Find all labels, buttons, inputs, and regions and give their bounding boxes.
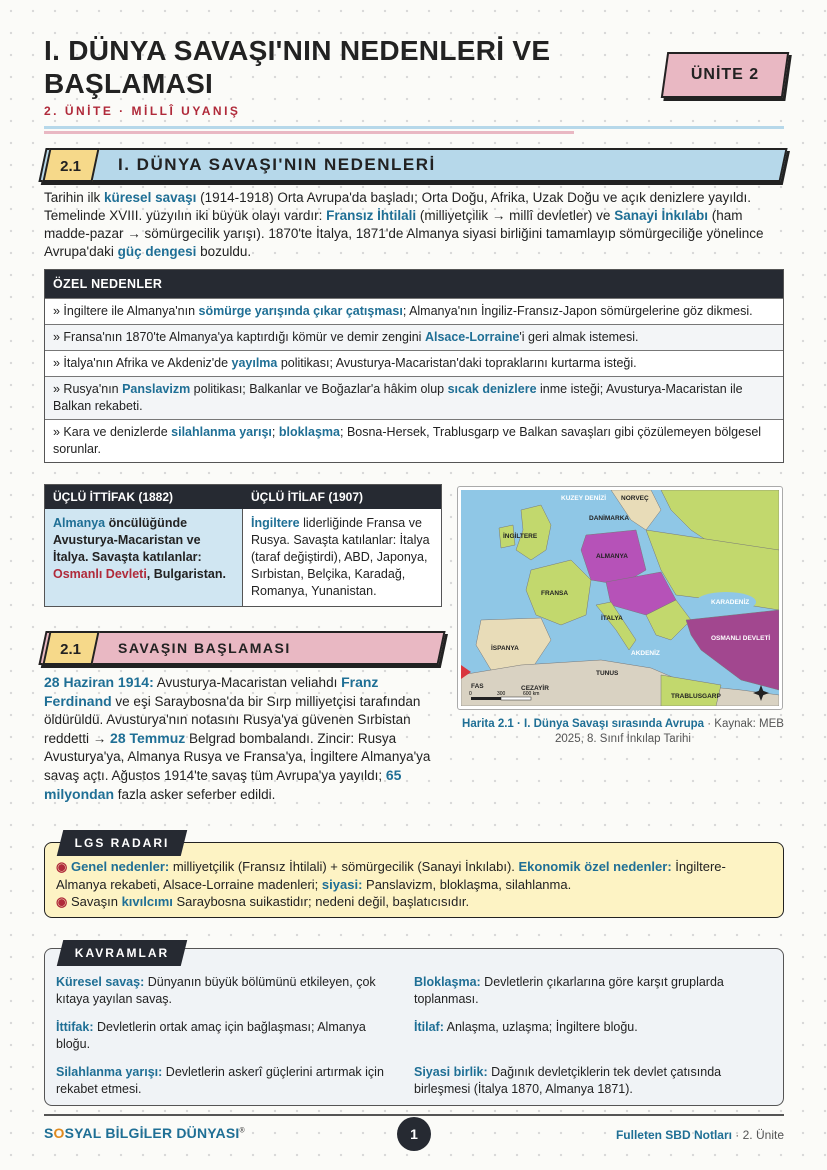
lgs-line	[56, 893, 776, 911]
concept-item	[56, 1064, 396, 1097]
map-label: KARADENİZ	[711, 599, 750, 606]
header-rule-pink	[44, 131, 574, 134]
text-run: » Fransa'nın 1870'te Almanya'ya kaptırdığı kömür ve demir zengini	[53, 330, 425, 344]
highlight-term: 28 Haziran 1914:	[44, 674, 154, 690]
highlight-term-red: ◉	[56, 894, 71, 909]
alliances-table	[44, 484, 442, 607]
concept-term: İtilaf:	[414, 1020, 444, 1034]
special-reasons-table	[44, 269, 784, 463]
section-number-badge	[42, 631, 99, 665]
highlight-term: bloklaşma	[278, 425, 340, 439]
highlight-term: siyasi:	[321, 876, 363, 892]
concept-item	[414, 974, 754, 1007]
highlight-term: Panslavizm	[122, 382, 191, 396]
page-number: 1	[397, 1117, 431, 1151]
section-title: I. DÜNYA SAVAŞI'NIN NEDENLERİ	[118, 155, 436, 174]
highlight-term: Almanya	[53, 516, 106, 530]
section-number-badge	[42, 148, 99, 182]
header-rule-blue	[44, 126, 784, 129]
text-run: , Bulgaristan.	[146, 567, 226, 581]
text-run: » İngiltere ile Almanya'nın	[53, 304, 199, 318]
highlight-term: Ekonomik özel nedenler:	[518, 859, 672, 874]
concepts-label-text: KAVRAMLAR	[74, 946, 170, 960]
section-header-start	[0, 631, 450, 665]
highlight-term: kıvılcımı	[121, 894, 173, 909]
footer-rule	[44, 1114, 784, 1116]
reason-row	[45, 376, 783, 419]
highlight-term-red: ◉	[56, 859, 71, 874]
page-title: I. DÜNYA SAVAŞI'NIN NEDENLERİ VE BAŞLAMASI	[44, 35, 551, 99]
text-run: İngiltere-Almanya rekabeti, Alsace-Lorraine madenleri;	[56, 859, 726, 892]
highlight-term: Fransız İhtilali	[326, 208, 417, 223]
page-subtitle: 2. ÜNİTE · MİLLÎ UYANIŞ	[44, 104, 241, 118]
section-number: 2.1	[60, 158, 81, 175]
text-run: milliyetçilik (Fransız İhtilali) + sömürgecilik (Sanayi İnkılabı).	[169, 859, 519, 874]
reason-row	[45, 350, 783, 376]
footer-series: Fulleten SBD Notları	[615, 1128, 732, 1142]
highlight-term: küresel savaşı	[104, 190, 197, 205]
map-label: İNGİLTERE	[503, 533, 538, 540]
triple-alliance-cell	[45, 509, 243, 606]
map-label: FRANSA	[541, 590, 569, 597]
highlight-term: 28 Temmuz	[110, 730, 186, 746]
reason-row	[45, 324, 783, 350]
highlight-term-red: Osmanlı Devleti	[53, 567, 147, 581]
scale-label: 300	[497, 691, 506, 697]
europe-map-graphic	[461, 490, 779, 706]
text-run: ; Bosna-Hersek, Trablusgarp ve Balkan savaşları gibi çözülemeyen bölgesel sorunlar.	[53, 425, 762, 456]
text-run: Avusturya-Macaristan veliahdı	[153, 675, 342, 690]
lgs-radar-body	[56, 858, 776, 911]
map-label: AKDENİZ	[631, 650, 660, 657]
brand-logo	[44, 1125, 245, 1141]
text-run: politikası; Balkanlar ve Boğazlar'a hâkim olup	[190, 382, 448, 396]
text-run: Panslavizm, bloklaşma, silahlanma.	[362, 876, 572, 892]
highlight-term: Sanayi İnkılabı	[614, 208, 708, 223]
text-run: » İtalya'nın Afrika ve Akdeniz'de	[53, 356, 232, 370]
text-run: (ham madde-pazar → sömürgecilik yarışı). 1870'te İtalya, 1871'de Almanya siyasi birliğini tamamlayıp sömürgeciliğe yönelince Avrupa'daki	[44, 208, 764, 259]
europe-map	[457, 486, 783, 710]
highlight-term: Genel nedenler:	[70, 859, 170, 874]
section-number: 2.1	[60, 641, 81, 658]
lgs-line	[56, 858, 776, 893]
concept-term: Küresel savaş:	[56, 975, 145, 989]
scale-label: 600 km	[523, 691, 540, 697]
concept-definition: Devletlerin çıkarlarına göre karşıt gruplarda toplanması.	[414, 975, 724, 1006]
section-header-causes	[0, 148, 827, 182]
concept-term: Silahlanma yarışı:	[56, 1065, 163, 1079]
scale-label: 0	[469, 691, 472, 697]
text-run: » Kara ve denizlerde	[53, 425, 172, 439]
concept-item	[56, 974, 396, 1007]
concept-term: Siyasi birlik:	[414, 1065, 488, 1079]
text-run: politikası; Avusturya-Macaristan'daki topraklarını kurtarma isteği.	[277, 356, 637, 370]
text-run: ; Almanya'nın İngiliz-Fransız-Japon sömürgelerine göz dikmesi.	[402, 304, 753, 318]
concept-item	[56, 1019, 396, 1052]
map-label: TUNUS	[596, 670, 619, 677]
highlight-term: yayılma	[231, 356, 278, 370]
unit-badge	[661, 52, 789, 98]
map-label: DANİMARKA	[589, 515, 630, 522]
concept-term: Bloklaşma:	[414, 975, 481, 989]
highlight-term: sömürge yarışında çıkar çatışması	[198, 304, 403, 318]
footer-notes	[560, 1128, 784, 1142]
intro-paragraph	[44, 189, 784, 261]
text-run: fazla asker seferber edildi.	[114, 787, 276, 802]
unit-badge-label: ÜNİTE 2	[690, 66, 760, 83]
footer-unit: · 2. Ünite	[731, 1128, 784, 1142]
reason-row	[45, 419, 783, 462]
triple-alliance-heading: ÜÇLÜ İTTİFAK (1882)	[53, 490, 174, 504]
map-label: TRABLUSGARP	[671, 693, 721, 700]
text-run: ve eşi Saraybosna'da bir Sırp milliyetçisi tarafından öldürüldü. Avusturya'nın notasını Rusya'ya güvenen Sırbistan reddetti →	[44, 694, 421, 746]
special-reasons-heading: ÖZEL NEDENLER	[45, 270, 783, 298]
war-start-paragraph	[44, 673, 444, 804]
text-run: (milliyetçilik → millî devletler) ve	[416, 208, 615, 223]
text-run: öncülüğünde Avusturya-Macaristan ve İtalya. Savaşta katılanlar:	[53, 516, 202, 564]
brand-part: S	[44, 1125, 54, 1141]
highlight-term: Franz Ferdinand	[44, 674, 379, 709]
brand-part: O	[53, 1125, 65, 1141]
map-label: KUZEY DENİZİ	[561, 495, 607, 502]
concept-term: İttifak:	[56, 1020, 94, 1034]
text-run: Tarihin ilk	[44, 190, 105, 205]
lgs-radar-label-text: LGS RADARI	[74, 836, 170, 850]
text-run: bozuldu.	[196, 244, 252, 259]
text-run: Belgrad bombalandı. Zincir: Rusya Avusturya'ya, Almanya Rusya ve Fransa'ya, İngiltere Almanya'ya savaş açtı. Ağustos 1914'te savaş tüm Avrupa'ya yayıldı;	[44, 731, 431, 783]
highlight-term: güç dengesi	[117, 244, 197, 259]
brand-part: SYAL BİLGİLER DÜNYASI	[64, 1125, 240, 1141]
text-run: (1914-1918) Orta Avrupa'da başladı; Orta Doğu, Afrika, Uzak Doğu ve açık denizlere yayıldı. Temelinde XVIII. yüzyılın iki büyük olayı vardır:	[44, 190, 751, 223]
text-run: inme isteği; Avusturya-Macaristan ile Balkan rekabeti.	[53, 382, 743, 413]
text-run: ;	[271, 425, 279, 439]
text-run: liderliğinde Fransa ve Rusya. Savaşta katılanlar: İtalya (taraf değiştirdi), ABD, Japonya, Sırbistan, Belçika, Karadağ, Romanya, Yunanistan.	[251, 516, 430, 598]
section-title: SAVAŞIN BAŞLAMASI	[118, 640, 291, 656]
concept-item	[414, 1019, 754, 1036]
map-label: ALMANYA	[596, 553, 628, 560]
concepts-label	[57, 940, 187, 966]
map-label: FAS	[471, 683, 484, 690]
text-run: 'i geri almak istemesi.	[519, 330, 639, 344]
concept-definition: Anlaşma, uzlaşma; İngiltere bloğu.	[443, 1020, 638, 1034]
highlight-term: silahlanma yarışı	[171, 425, 272, 439]
map-caption-title: Harita 2.1 · I. Dünya Savaşı sırasında Avrupa	[462, 718, 705, 730]
highlight-term: sıcak denizlere	[447, 382, 537, 396]
map-label: NORVEÇ	[621, 495, 649, 502]
triple-entente-cell	[243, 509, 441, 606]
map-caption-source: · Kaynak: MEB 2025, 8. Sınıf İnkılap Tarihi	[555, 718, 784, 745]
highlight-term: 65 milyondan	[44, 767, 402, 802]
concept-definition: Dünyanın büyük bölümünü etkileyen, çok kıtaya yayılan savaş.	[56, 975, 376, 1006]
text-run: » Rusya'nın	[53, 382, 123, 396]
text-run: Savaşın	[70, 894, 122, 909]
text-run: Saraybosna suikastidır; nedeni değil, başlatıcısıdır.	[172, 894, 470, 909]
brand-mark: ®	[239, 1127, 245, 1135]
map-caption	[460, 717, 786, 747]
concept-definition: Devletlerin askerî güçlerini artırmak için rekabet etmesi.	[56, 1065, 384, 1096]
concept-definition: Dağınık devletçiklerin tek devlet çatısında birleşmesi (İtalya 1870, Almanya 1871).	[414, 1065, 722, 1096]
highlight-term: İngiltere	[251, 516, 300, 530]
highlight-term: Alsace-Lorraine	[424, 330, 520, 344]
concept-definition: Devletlerin ortak amaç için bağlaşması; Almanya bloğu.	[56, 1020, 366, 1051]
triple-entente-heading: ÜÇLÜ İTİLAF (1907)	[251, 490, 364, 504]
lgs-radar-label	[57, 830, 187, 856]
reason-row	[45, 298, 783, 324]
map-label: OSMANLI DEVLETİ	[711, 635, 771, 642]
map-label: İSPANYA	[491, 645, 519, 652]
map-label: CEZAYİR	[521, 685, 549, 692]
map-label: İTALYA	[601, 615, 623, 622]
concept-item	[414, 1064, 754, 1097]
